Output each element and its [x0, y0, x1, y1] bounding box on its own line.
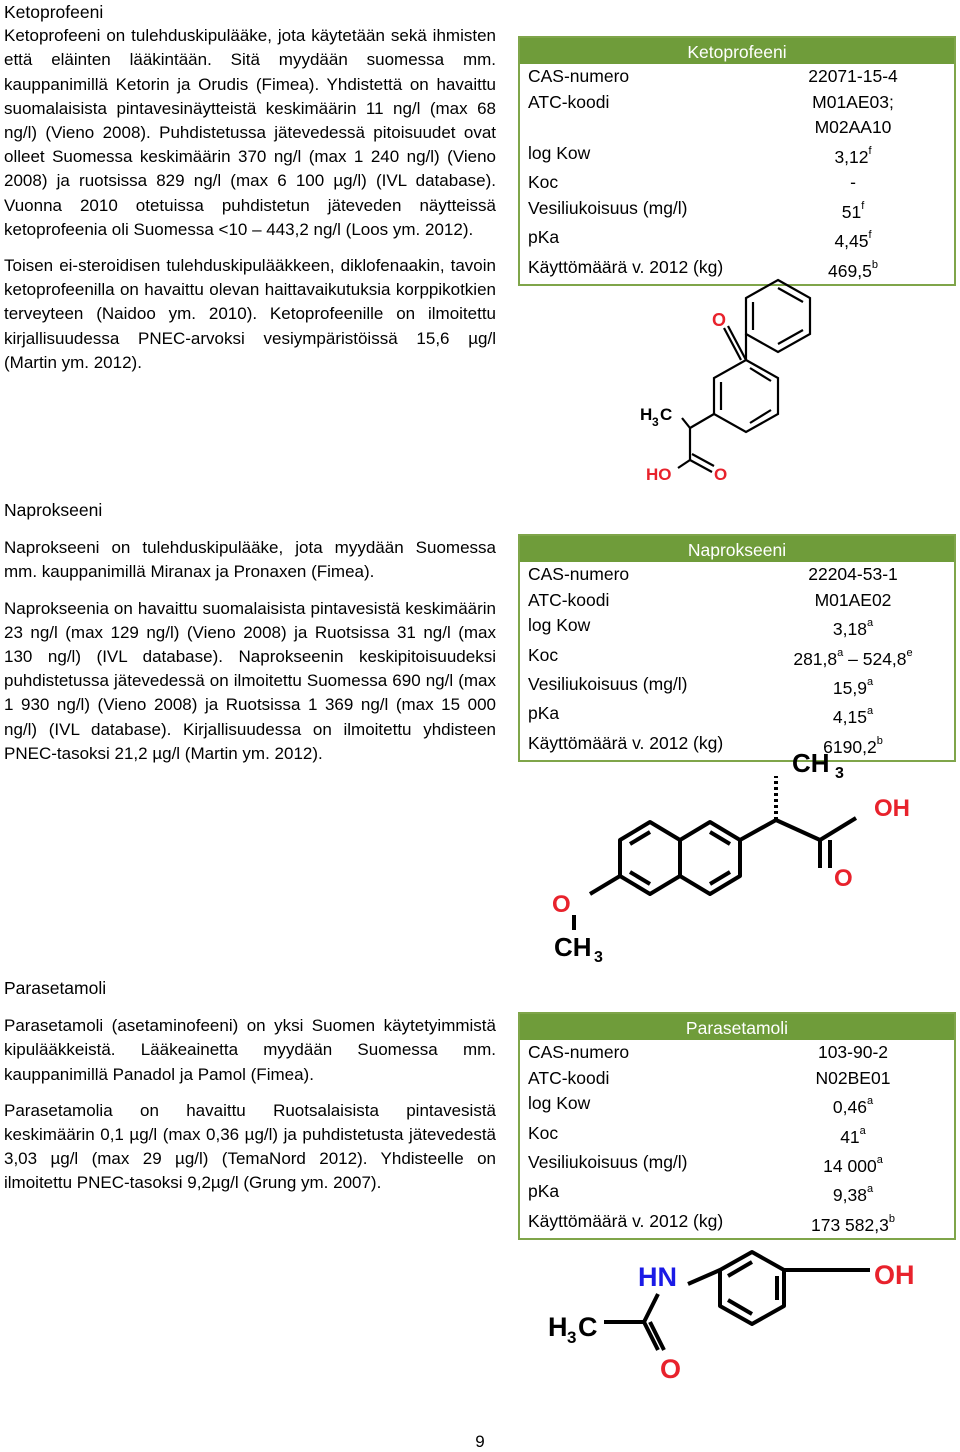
row-label: CAS-numero — [528, 1042, 630, 1062]
row-label: Vesiliukoisuus (mg/l) — [528, 674, 688, 695]
row-label: CAS-numero — [528, 564, 630, 584]
row-label: Käyttömäärä v. 2012 (kg) — [528, 256, 724, 277]
row-value: 41$^a$ — [840, 1124, 866, 1147]
row-label: Vesiliukoisuus (mg/l) — [528, 1152, 688, 1173]
row-label: Käyttömäärä v. 2012 (kg) — [528, 732, 724, 753]
paragraph: Toisen ei-steroidisen tulehduskipulääkkeen, diklofenaakin, tavoin ketoprofeenilla on havaittu olevan haittavaikutuksia korppikotkien terveyteen (Naidoo ym. 2010). Ketoprofeenille on ilmoitettu kirjallisuudessa PNEC-arvoksi vesiympäristöissä 15,6 µg/l (Martin ym. 2012). — [4, 256, 496, 372]
section-title-ketoprofeeni: Ketoprofeeni — [4, 2, 104, 22]
row-label: Koc — [528, 1122, 559, 1143]
row-label: Koc — [528, 172, 559, 193]
paragraph: Naprokseeni on tulehduskipulääke, jota myydään Suomessa mm. kauppanimillä Miranax ja Pronaxen (Fimea). — [4, 538, 496, 582]
properties-table-naprokseeni — [518, 534, 956, 762]
svg-text:3: 3 — [567, 1328, 577, 1347]
svg-text:O: O — [712, 310, 727, 330]
svg-text:OH: OH — [874, 795, 910, 822]
row-value: 281,8$^a$ – 524,8e — [793, 646, 913, 669]
table-title: Naprokseeni — [520, 536, 954, 562]
properties-table-ketoprofeeni — [518, 36, 956, 286]
svg-text:O: O — [552, 891, 571, 918]
paragraph: Ketoprofeeni on tulehduskipulääke, jota käytetään sekä ihmisten että eläinten lääkintään. Sitä myydään suomessa mm. kauppanimillä Ketorin ja Orudis (Fimea). Yhdistettä on havaittu suomalaisista pintavesinäytteistä keskimäärin 11 ng/l (max 68 ng/l) (Vieno 2008). Puhdistetussa jätevedessä pitoisuudet ovat olleet Suomessa keskimäärin 370 ng/l (max 1 240 ng/l) (Vieno 2008) ja ruotsissa 829 ng/l (max 6 100 µg/l) (IVL database). Vuonna 2010 otetuissa puhdistetun jäteveden näytteissä ketoprofeenia oli Suomessa <10 – 443,2 ng/l (Loos ym. 2012). — [4, 26, 496, 239]
svg-text:H: H — [548, 1312, 568, 1342]
svg-text:CH: CH — [792, 748, 830, 778]
row-label: pKa — [528, 1181, 560, 1202]
paragraph: Parasetamoli (asetaminofeeni) on yksi Suomen käytetyimmistä kipulääkkeistä. Lääkeainetta myydään Suomessa mm. kauppanimillä Panadol ja Pamol (Fimea). — [4, 1016, 496, 1084]
row-value: 469,5$^b$ — [828, 258, 878, 281]
row-value: 103-90-2 — [817, 1042, 889, 1062]
paragraph: Parasetamolia on havaittu Ruotsalaisista pintavesistä keskimäärin 0,1 µg/l (max 0,36 µg/l) ja puhdistetusta jätevedestä 3,03 µg/l (max 29 µg/l) (TemaNord 2012). Yhdisteelle on ilmoitettu PNEC-tasoksi 9,2µg/l (Grung ym. 2007). — [4, 1100, 496, 1193]
naprokseeni-text — [4, 498, 496, 778]
row-label: CAS-numero — [528, 66, 630, 86]
paracetamol-structure — [540, 1246, 940, 1392]
svg-text:O: O — [714, 465, 728, 484]
row-value: 22071-15-4 — [808, 66, 898, 86]
row-value: M01AE03; M02AA10 — [812, 91, 894, 138]
row-value: 6190,2$^b$ — [823, 734, 883, 757]
row-value: 173 582,3$^b$ — [811, 1212, 895, 1235]
page-number: 9 — [475, 1432, 485, 1451]
parasetamoli-text — [4, 976, 496, 1208]
ketoprofen-structure — [620, 268, 840, 486]
svg-text:C: C — [660, 405, 673, 424]
svg-text:HO: HO — [646, 465, 672, 484]
svg-text:OH: OH — [874, 1260, 915, 1290]
row-value: - — [850, 172, 856, 193]
properties-table-parasetamoli — [518, 1012, 956, 1240]
row-label: log Kow — [528, 1093, 591, 1114]
svg-text:3: 3 — [594, 949, 603, 966]
row-value: 4,15$^a$ — [832, 705, 874, 728]
row-value: 15,9$^a$ — [832, 676, 874, 698]
svg-text:HN: HN — [638, 1262, 677, 1292]
row-value: M01AE02 — [814, 589, 892, 610]
table-title: Ketoprofeeni — [520, 38, 954, 64]
section-title-naprokseeni: Naprokseeni — [4, 500, 103, 520]
row-value: 0,46$^a$ — [832, 1095, 874, 1118]
svg-text:O: O — [660, 1354, 682, 1384]
row-label: ATC-koodi — [528, 589, 610, 610]
row-value: 22204-53-1 — [808, 564, 898, 584]
row-value: 4,45$^f$ — [834, 229, 872, 252]
svg-text:3: 3 — [835, 765, 844, 782]
row-label: log Kow — [528, 142, 591, 163]
svg-text:H: H — [640, 405, 653, 424]
paragraph: Naprokseenia on havaittu suomalaisista pintavesistä keskimäärin 23 ng/l (max 129 ng/l) (Vieno 2008) ja Ruotsissa 31 ng/l (max 130 ng/l) (IVL database). Naprokseenin keskipitoisuudeksi puhdistetussa jätevedessä on ilmoitettu Suomessa 690 ng/l (max 1 930 ng/l) (Vieno 2008) ja Ruotsissa 1 369 ng/l (max 15 000 ng/l) (IVL database). Kirjallisuudessa on ilmoitettu yhdisteen PNEC-tasoksi 21,2 µg/l (Martin ym. 2012). — [4, 598, 496, 763]
row-value: 51$^f$ — [841, 199, 865, 222]
table-title: Parasetamoli — [520, 1014, 954, 1040]
ketoprofeeni-text — [4, 0, 496, 387]
svg-text:CH: CH — [554, 932, 592, 962]
row-value: 14 000$^a$ — [823, 1154, 883, 1176]
row-label: Vesiliukoisuus (mg/l) — [528, 197, 688, 218]
row-label: Koc — [528, 644, 559, 665]
row-label: log Kow — [528, 615, 591, 636]
svg-text:O: O — [834, 865, 853, 892]
row-label: Käyttömäärä v. 2012 (kg) — [528, 1210, 724, 1231]
row-value: 3,12$^f$ — [834, 144, 872, 167]
naproxen-structure — [540, 740, 940, 970]
section-title-parasetamoli: Parasetamoli — [4, 978, 107, 998]
row-value: 3,18$^a$ — [832, 617, 874, 640]
row-label: ATC-koodi — [528, 91, 610, 112]
svg-text:C: C — [578, 1312, 598, 1342]
row-label: ATC-koodi — [528, 1067, 610, 1088]
row-value: N02BE01 — [815, 1067, 891, 1088]
svg-text:3: 3 — [652, 415, 659, 429]
row-label: pKa — [528, 227, 560, 248]
row-label: pKa — [528, 703, 560, 724]
row-value: 9,38$^a$ — [832, 1183, 874, 1206]
